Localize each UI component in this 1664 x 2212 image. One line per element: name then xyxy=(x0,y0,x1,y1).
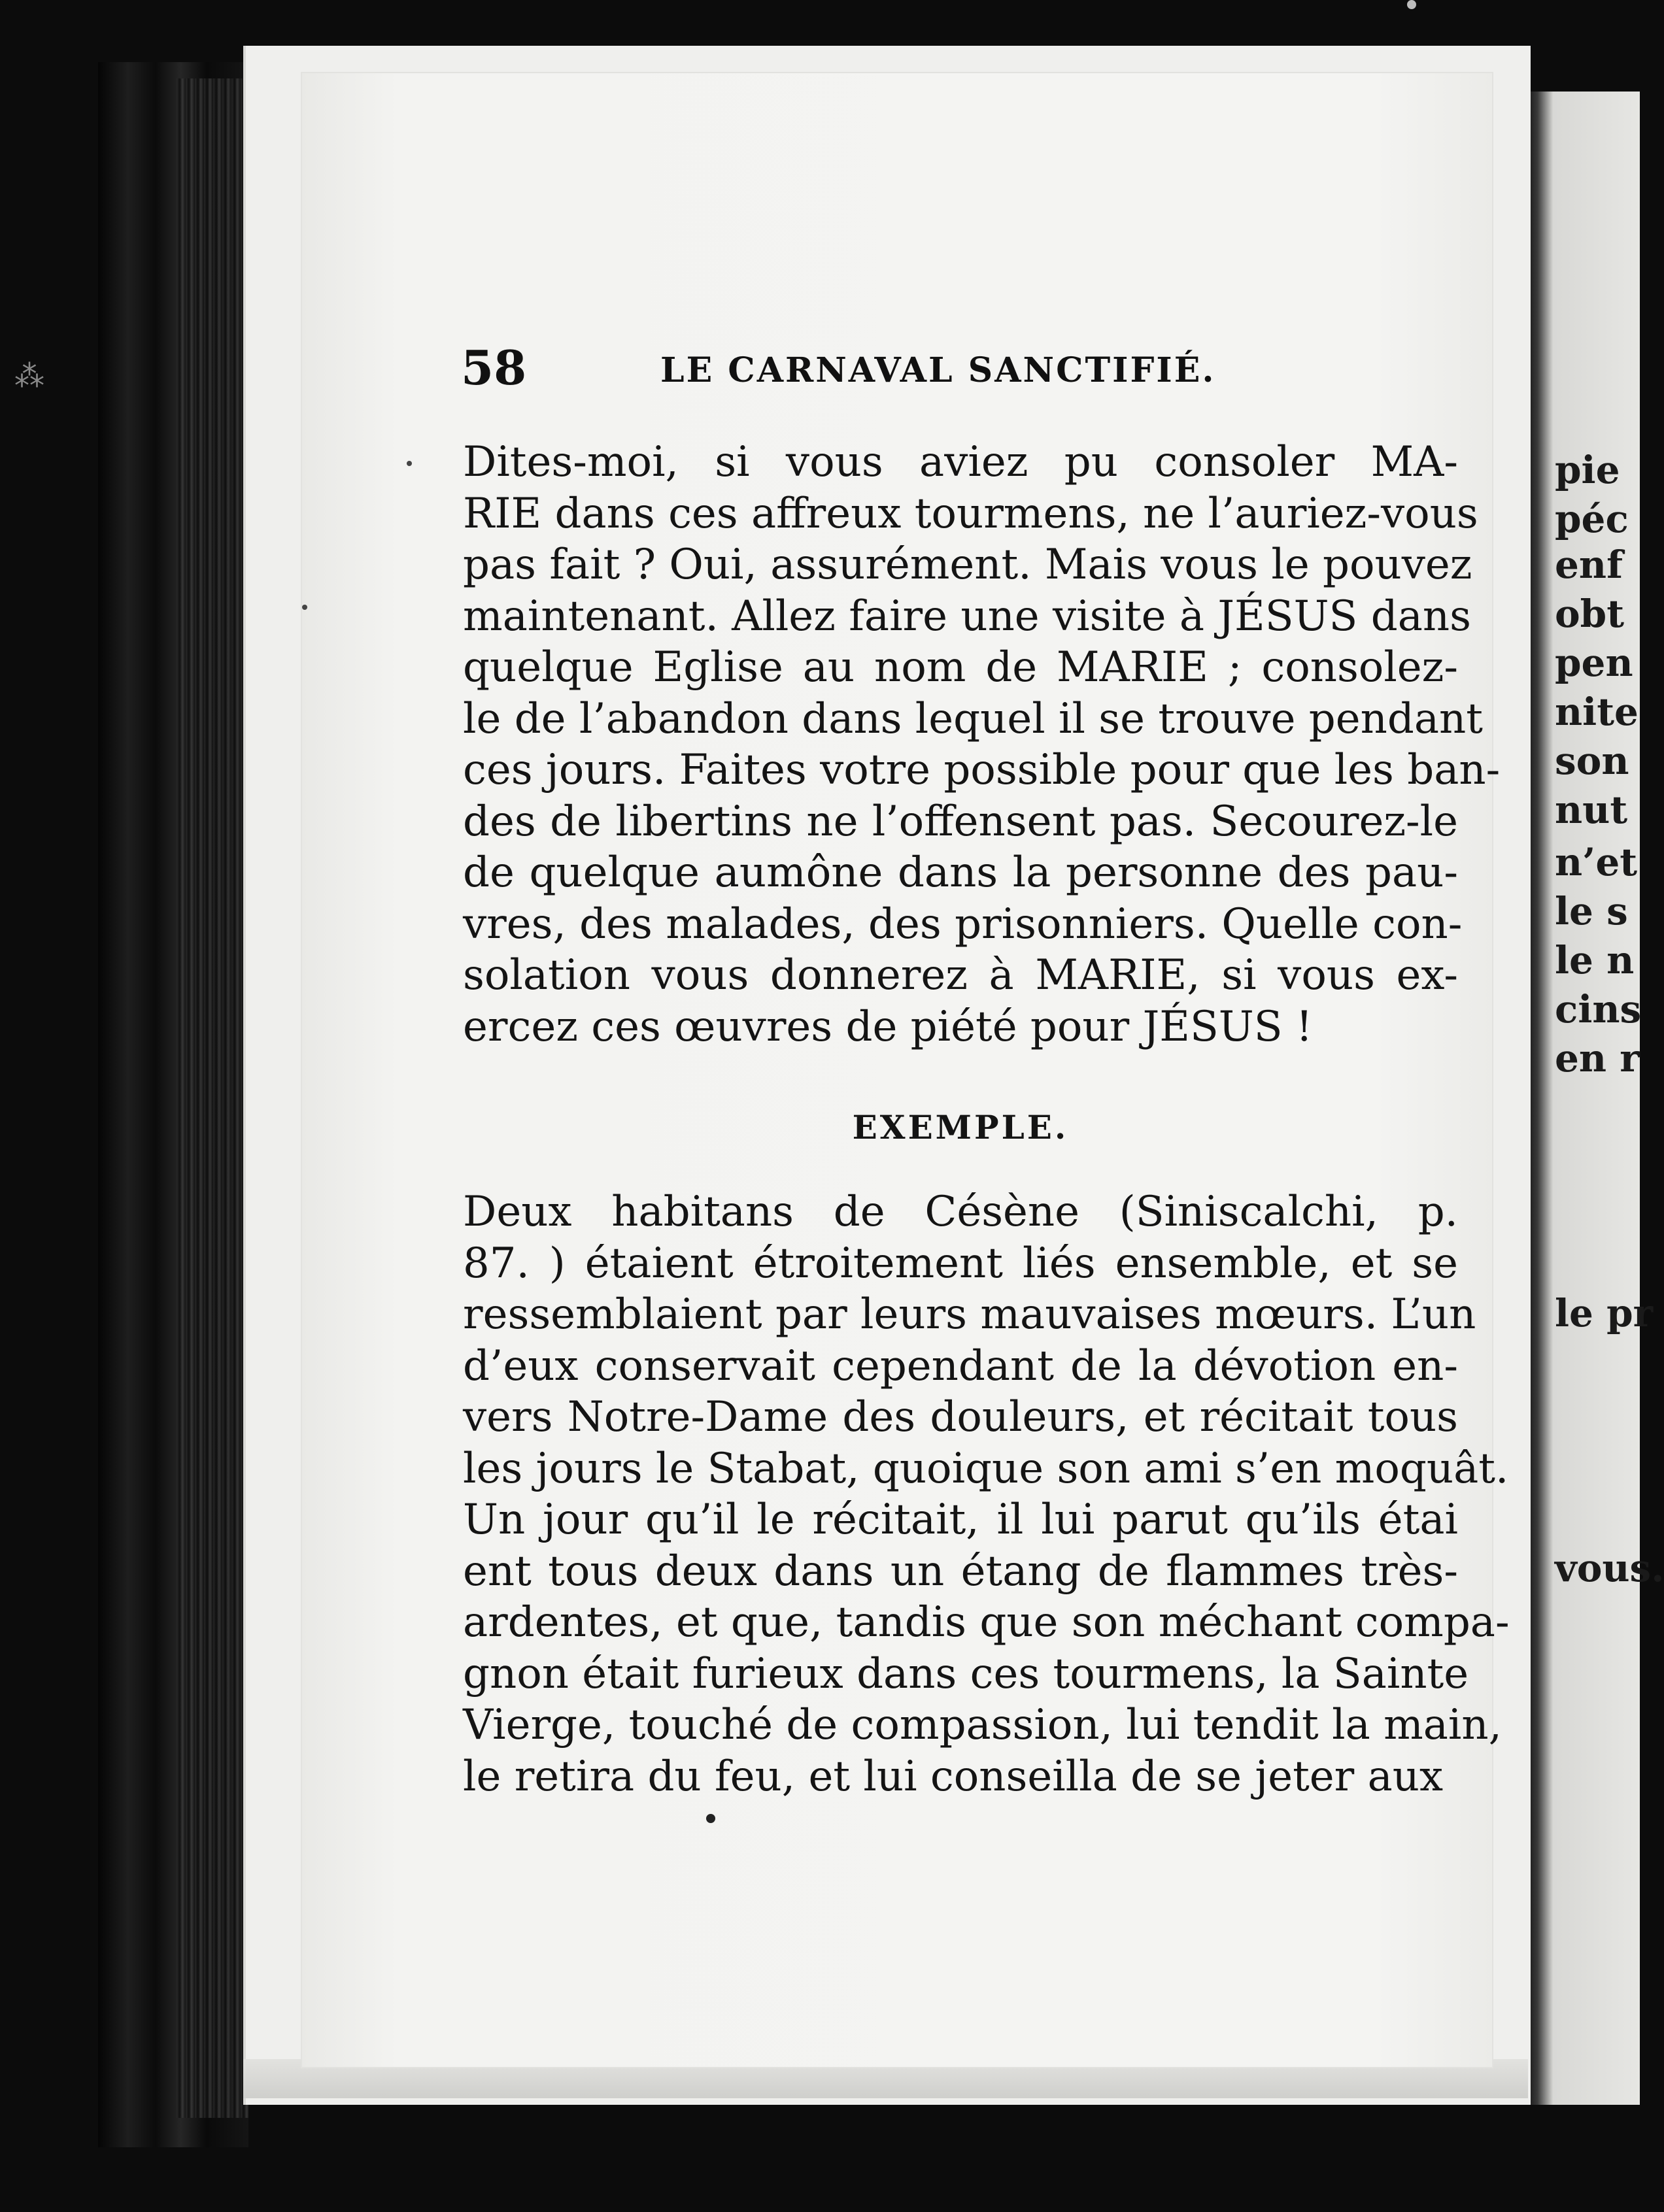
text-line: Un jour qu’il le récitait, il lui parut qu’ils étai xyxy=(463,1496,1458,1544)
facing-page-fragment: obt xyxy=(1555,592,1625,636)
facing-page xyxy=(1529,92,1640,2105)
facing-page-fragment: le n xyxy=(1555,938,1635,982)
facing-page-fragment: pen xyxy=(1555,641,1633,685)
page-edges xyxy=(177,78,248,2118)
facing-page-fragment: pie xyxy=(1555,448,1620,492)
margin-speck xyxy=(407,461,412,466)
facing-page-fragment: son xyxy=(1555,739,1629,783)
margin-speck xyxy=(302,605,307,610)
facing-page-fragment: n’et xyxy=(1555,840,1638,884)
text-line: des de libertins ne l’offensent pas. Secourez-le xyxy=(463,797,1458,846)
text-line: ressemblaient par leurs mauvaises mœurs. L’un xyxy=(463,1290,1476,1339)
text-line: vers Notre-Dame des douleurs, et récitait tous xyxy=(463,1393,1458,1441)
text-line: Deux habitans de Césène (Siniscalchi, p. xyxy=(463,1188,1458,1236)
page-header xyxy=(461,340,1497,395)
facing-page-fragment: cins xyxy=(1555,987,1642,1031)
running-title: LE CARNAVAL SANCTIFIÉ. xyxy=(660,350,1216,390)
text-line: gnon était furieux dans ces tourmens, la Sainte xyxy=(463,1649,1469,1698)
scan-dot xyxy=(1407,0,1416,9)
paragraph-1 xyxy=(463,437,1501,1052)
section-heading: EXEMPLE. xyxy=(852,1108,1069,1147)
text-line: ercez ces œuvres de piété pour JÉSUS ! xyxy=(463,1002,1313,1051)
facing-page-fragment: nite xyxy=(1555,690,1639,734)
text-line: 87. ) étaient étroitement liés ensemble, et se xyxy=(463,1239,1458,1288)
text-line: ent tous deux dans un étang de flammes très- xyxy=(463,1547,1458,1596)
facing-page-fragment: le s xyxy=(1555,889,1628,933)
text-line: maintenant. Allez faire une visite à JÉSUS dans xyxy=(463,592,1471,641)
paragraph-2 xyxy=(463,1186,1510,1802)
text-line: d’eux conservait cependant de la dévotion en- xyxy=(463,1341,1458,1390)
text-line: solation vous donnerez à MARIE, si vous ex- xyxy=(463,951,1458,999)
text-line: les jours le Stabat, quoique son ami s’en moquât. xyxy=(463,1444,1509,1493)
ink-spot xyxy=(706,1814,715,1823)
facing-page-fragment: nut xyxy=(1555,788,1628,832)
scan-mark: ⁂ xyxy=(14,358,44,394)
facing-page-fragment: le pr xyxy=(1555,1291,1654,1335)
text-line: Vierge, touché de compassion, lui tendit la main, xyxy=(463,1701,1502,1749)
text-line: le retira du feu, et lui conseilla de se jeter aux xyxy=(463,1752,1444,1801)
facing-page-fragment: en r xyxy=(1555,1036,1640,1081)
text-line: vres, des malades, des prisonniers. Quelle con- xyxy=(463,899,1463,948)
text-line: pas fait ? Oui, assurément. Mais vous le pouvez xyxy=(463,541,1472,589)
facing-page-fragment: vous. xyxy=(1555,1546,1664,1590)
text-line: de quelque aumône dans la personne des pau- xyxy=(463,848,1458,897)
text-line: ardentes, et que, tandis que son méchant compa- xyxy=(463,1598,1510,1647)
facing-page-fragment: enf xyxy=(1555,543,1623,587)
facing-page-fragment: péc xyxy=(1555,497,1629,541)
text-line: quelque Eglise au nom de MARIE ; consolez- xyxy=(463,643,1458,692)
text-line: Dites-moi, si vous aviez pu consoler MA- xyxy=(463,438,1458,486)
page-number: 58 xyxy=(461,340,527,395)
text-line: ces jours. Faites votre possible pour que les ban- xyxy=(463,746,1501,794)
text-line: le de l’abandon dans lequel il se trouve pendant xyxy=(463,694,1483,743)
text-line: RIE dans ces affreux tourmens, ne l’auriez-vous xyxy=(463,489,1478,538)
